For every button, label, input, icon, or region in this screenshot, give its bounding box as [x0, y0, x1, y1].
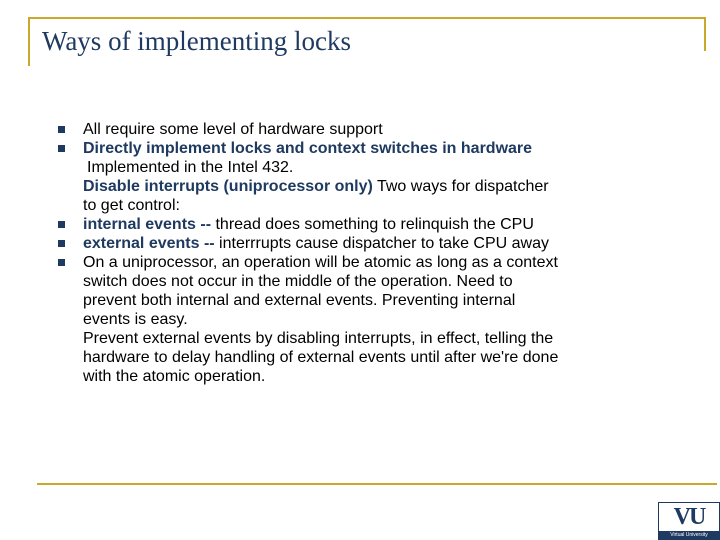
frame-left-line — [28, 17, 30, 66]
line-text: thread does something to relinquish the CPU — [211, 216, 534, 233]
bullet-icon — [58, 259, 65, 266]
bullet-icon — [58, 221, 65, 228]
line-text: interrrupts cause dispatcher to take CPU away — [214, 235, 549, 252]
emphasis-text: Disable interrupts (uniprocessor only) — [83, 178, 373, 195]
footer-line — [37, 483, 717, 485]
list-item — [58, 120, 658, 139]
line-continuation: to get control: — [83, 197, 180, 214]
slide-title: Ways of implementing locks — [42, 26, 352, 56]
line-text: Directly implement locks and context switches in hardware — [83, 140, 533, 157]
logo-mark: VU — [673, 504, 705, 530]
bullet-icon — [58, 126, 65, 133]
vu-logo — [658, 502, 720, 540]
emphasis-text: external events -- — [83, 235, 215, 252]
bullet-icon — [58, 240, 65, 247]
bullet-icon — [58, 145, 65, 152]
line-text: Two ways for dispatcher — [372, 178, 549, 195]
list-item — [58, 253, 658, 272]
emphasis-text: internal events -- — [83, 216, 212, 233]
line-continuation: Prevent external events by disabling interrupts, in effect, telling the — [83, 330, 554, 347]
list-item — [58, 234, 658, 253]
line-continuation: events is easy. — [83, 311, 188, 328]
line-text: On a uniprocessor, an operation will be atomic as long as a context — [83, 254, 558, 271]
list-item — [58, 139, 658, 158]
logo-caption: Virtual University — [659, 531, 719, 539]
slide-body — [58, 120, 658, 386]
line-continuation: switch does not occur in the middle of the operation. Need to — [83, 273, 513, 290]
line-text: All require some level of hardware support — [83, 121, 383, 138]
frame-right-line — [704, 17, 706, 51]
line-continuation: with the atomic operation. — [83, 368, 266, 385]
line-continuation: hardware to delay handling of external events until after we're done — [83, 349, 559, 366]
list-item — [58, 215, 658, 234]
frame-top-line — [28, 17, 706, 19]
line-continuation — [58, 177, 658, 196]
line-continuation: prevent both internal and external events. Preventing internal — [83, 292, 516, 309]
line-continuation: Implemented in the Intel 432. — [87, 159, 294, 176]
